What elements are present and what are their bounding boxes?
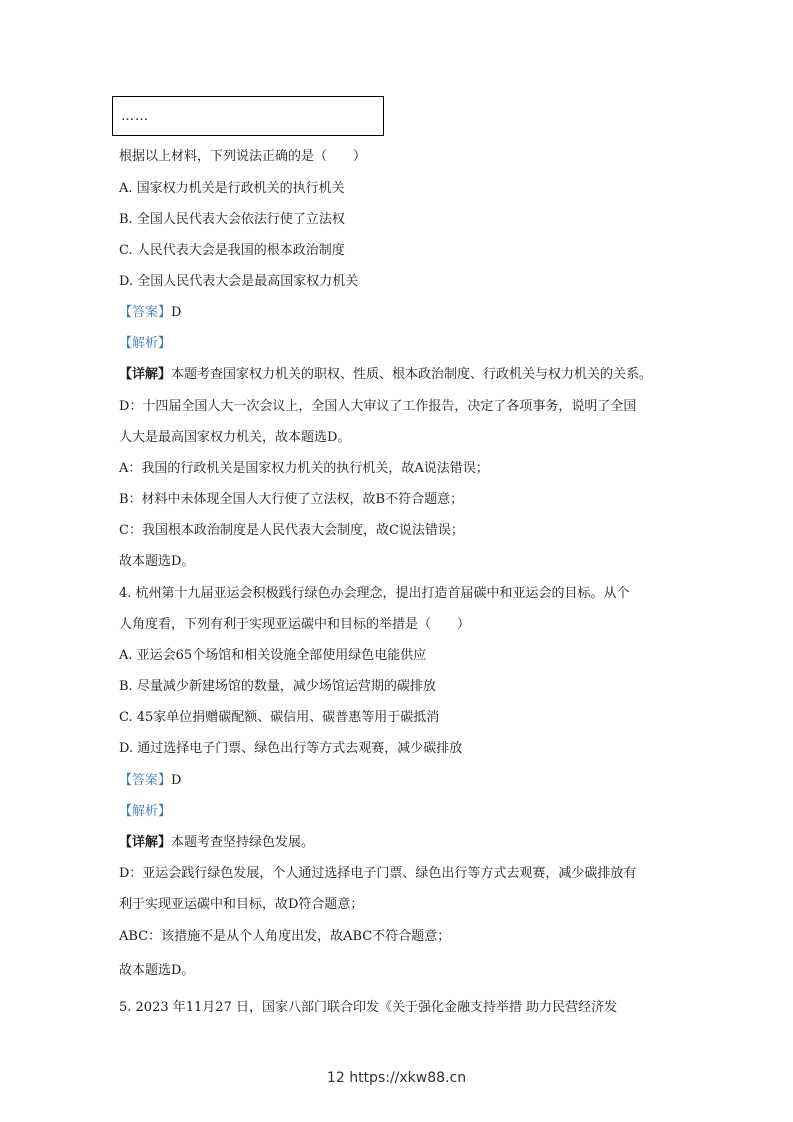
- q3-option-d: D. 全国人民代表大会是最高国家权力机关: [119, 274, 359, 289]
- q3-analysis-label: 【解析】: [119, 336, 172, 351]
- q4-option-c: C. 45家单位捐赠碳配额、碳信用、碳普惠等用于碳抵消: [119, 710, 440, 725]
- q3-option-c: C. 人民代表大会是我国的根本政治制度: [119, 243, 345, 258]
- q3-explanation-line: B：材料中未体现全国人大行使了立法权，故B不符合题意；: [119, 492, 464, 507]
- q3-explanation-line: C：我国根本政治制度是人民代表大会制度，故C说法错误；: [119, 523, 464, 538]
- page-number: 12: [326, 1070, 345, 1086]
- q3-explanation-line: 故本题选D。: [119, 554, 195, 569]
- q4-option-b: B. 尽量减少新建场馆的数量，减少场馆运营期的碳排放: [119, 679, 436, 694]
- q3-stem: 根据以上材料，下列说法正确的是（ ）: [119, 149, 367, 164]
- q4-detail: [119, 834, 314, 852]
- page-footer: [0, 1070, 793, 1086]
- q3-option-a: A. 国家权力机关是行政机关的执行机关: [119, 181, 345, 196]
- q4-option-d: D. 通过选择电子门票、绿色出行等方式去观赛，减少碳排放: [119, 741, 463, 756]
- q3-answer: [119, 304, 181, 322]
- material-ellipsis: ……: [121, 109, 149, 124]
- q4-explanation-line: D：亚运会践行绿色发展，个人通过选择电子门票、绿色出行等方式去观赛，减少碳排放有: [119, 866, 637, 881]
- detail-text: 本题考查坚持绿色发展。: [171, 835, 315, 850]
- q3-explanation-line: 人大是最高国家权力机关，故本题选D。: [119, 430, 351, 445]
- q4-stem-line: 人角度看，下列有利于实现亚运碳中和目标的举措是（ ）: [119, 617, 471, 632]
- q4-option-a: A. 亚运会65个场馆和相关设施全部使用绿色电能供应: [119, 648, 427, 663]
- footer-site-link[interactable]: https://xkw88.cn: [349, 1070, 467, 1086]
- detail-label: 【详解】: [119, 367, 172, 382]
- q4-answer: [119, 772, 181, 790]
- q4-explanation-line: ABC：该措施不是从个人角度出发，故ABC不符合题意；: [119, 929, 451, 944]
- q4-analysis-label: 【解析】: [119, 804, 172, 819]
- answer-label: 【答案】: [119, 773, 172, 788]
- q3-explanation-line: D：十四届全国人大一次会议上，全国人大审议了工作报告，决定了各项事务，说明了全国: [119, 399, 637, 414]
- q5-stem-line: 5. 2023 年11月27 日，国家八部门联合印发《关于强化金融支持举措 助力民营经济发: [119, 1000, 618, 1015]
- material-box: [112, 96, 384, 136]
- answer-value: D: [171, 773, 182, 788]
- q4-explanation-line: 故本题选D。: [119, 963, 195, 978]
- q4-stem-line: 4. 杭州第十九届亚运会积极践行绿色办会理念，提出打造首届碳中和亚运会的目标。从个: [119, 586, 630, 601]
- q3-option-b: B. 全国人民代表大会依法行使了立法权: [119, 212, 345, 227]
- q3-explanation-line: A：我国的行政机关是国家权力机关的执行机关，故A说法错误；: [119, 461, 489, 476]
- q4-explanation-line: 利于实现亚运碳中和目标，故D符合题意；: [119, 897, 364, 912]
- detail-label: 【详解】: [119, 835, 172, 850]
- detail-text: 本题考查国家权力机关的职权、性质、根本政治制度、行政机关与权力机关的关系。: [171, 367, 653, 382]
- answer-value: D: [171, 305, 182, 320]
- answer-label: 【答案】: [119, 305, 172, 320]
- q3-detail: [119, 366, 652, 384]
